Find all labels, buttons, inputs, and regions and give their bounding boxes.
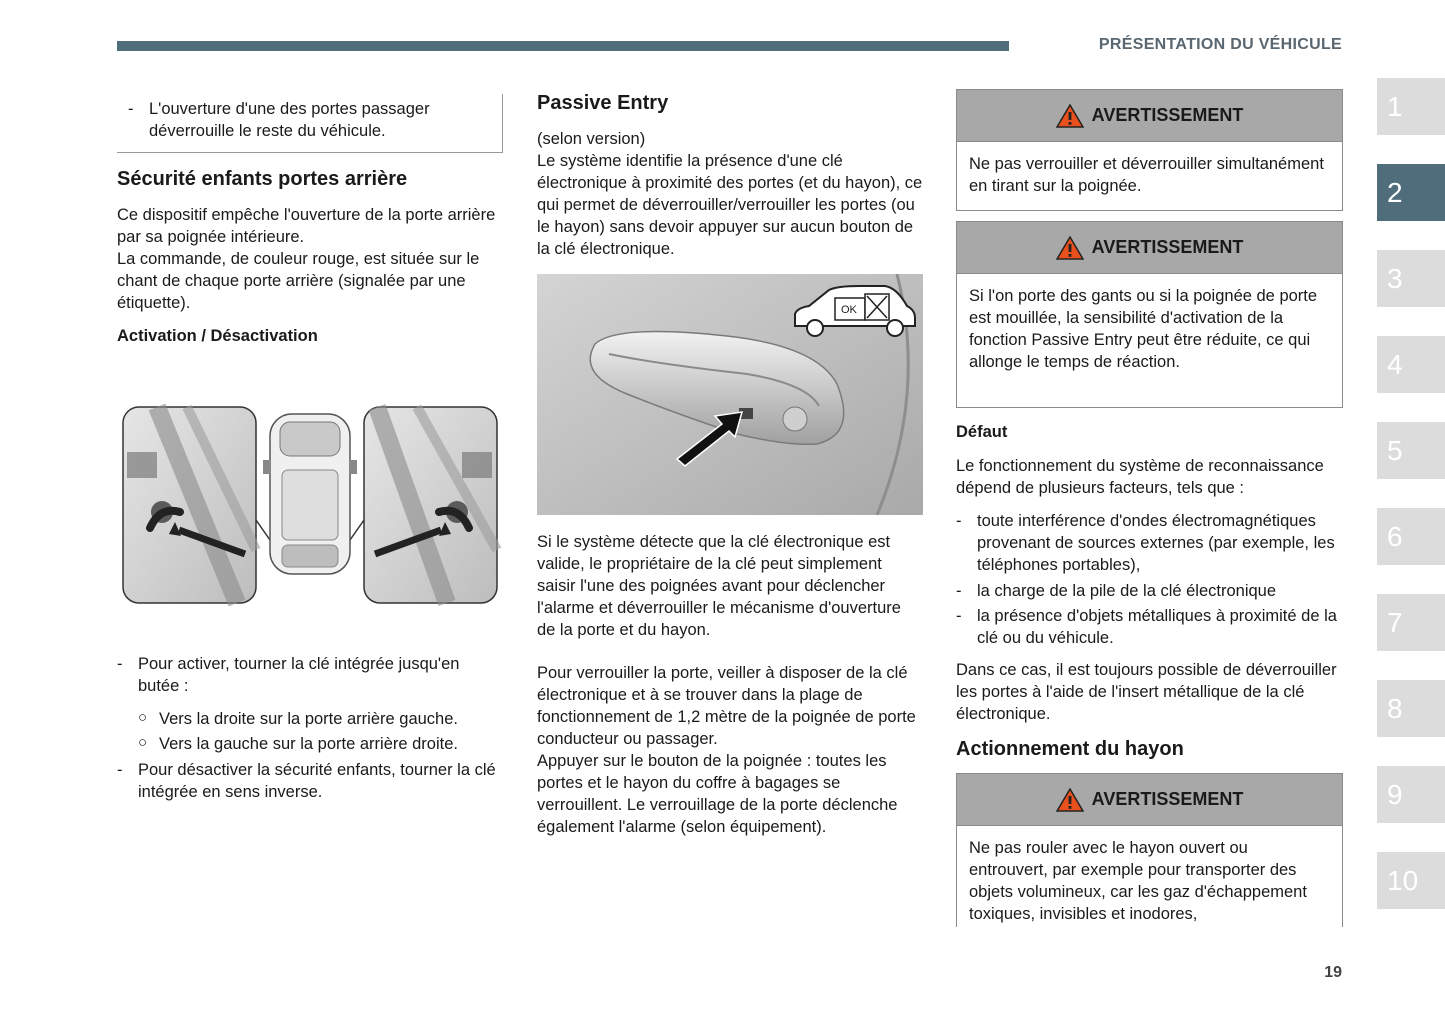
version-note: (selon version)	[537, 130, 646, 148]
warning-header	[957, 222, 1342, 274]
header-rule	[117, 41, 1009, 51]
warning-label: AVERTISSEMENT	[1091, 105, 1244, 125]
factor-3-text: la présence d'objets métalliques à proximité de la clé ou du véhicule.	[977, 607, 1337, 647]
passive-entry-para-2: Pour verrouiller la porte, veiller à disposer de la clé électronique et à se trouver dans la plage de fonctionnement de 1,2 mètre de la poignée de porte conducteur ou passager.	[537, 664, 916, 748]
list-item: - la présence d'objets métalliques à proximité de la clé ou du véhicule.	[956, 607, 1337, 647]
passive-entry-para-3: Appuyer sur le bouton de la poignée : toutes les portes et le hayon du coffre à bagages se verrouillent. Le verrouillage de la porte déclenche également l'alarme (selon équipement).	[537, 752, 898, 836]
warning-box-3	[956, 773, 1343, 927]
warning-text-3: Ne pas rouler avec le hayon ouvert ou entrouvert, par exemple pour transporter des objets volumineux, car les gaz d'échappement toxiques, invisibles et inodores,	[969, 839, 1307, 923]
warning-box-1	[956, 89, 1343, 211]
warning-label: AVERTISSEMENT	[1091, 789, 1244, 809]
chapter-tab-10[interactable]: 10	[1377, 852, 1445, 909]
chapter-tab-3[interactable]: 3	[1377, 250, 1445, 307]
sub-right-text: Vers la droite sur la porte arrière gauche.	[159, 710, 458, 728]
section-title: PRÉSENTATION DU VÉHICULE	[1098, 36, 1342, 53]
list-item: - toute interférence d'ondes électromagnétiques provenant de sources externes (par exemple, les téléphones portables),	[956, 512, 1335, 574]
factor-2-text: la charge de la pile de la clé électronique	[977, 582, 1277, 600]
factor-1-text: toute interférence d'ondes électromagnétiques provenant de sources externes (par exemple, les téléphones portables),	[977, 512, 1335, 574]
warning-header	[957, 774, 1342, 826]
default-heading: Défaut	[956, 423, 1008, 441]
passive-entry-intro: Le système identifie la présence d'une clé électronique à proximité des portes (et du hayon), ce qui permet de déverrouiller/verrouiller les portes (ou le hayon) sans devoir appuyer sur aucun bouton de la clé électronique.	[537, 152, 923, 258]
child-lock-illustration	[117, 400, 503, 610]
tailgate-heading: Actionnement du hayon	[956, 738, 1184, 760]
list-item: - la charge de la pile de la clé électronique	[956, 582, 1277, 600]
list-item: - L'ouverture d'une des portes passager déverrouille le reste du véhicule.	[128, 100, 430, 140]
passive-entry-para-1: Si le système détecte que la clé électronique est valide, le propriétaire de la clé peut simplement saisir l'une des poignées avant pour déclencher l'alarme et déverrouiller le mécanisme d'ouverture de la porte et du hayon.	[537, 533, 901, 639]
list-item: ○ Vers la gauche sur la porte arrière droite.	[138, 734, 458, 753]
default-outro: Dans ce cas, il est toujours possible de déverrouiller les portes à l'aide de l'insert métallique de la clé électronique.	[956, 661, 1337, 723]
chapter-tab-1[interactable]: 1	[1377, 78, 1445, 135]
passive-entry-heading: Passive Entry	[537, 92, 669, 114]
warning-header	[957, 90, 1342, 142]
deactivate-text: Pour désactiver la sécurité enfants, tourner la clé intégrée en sens inverse.	[138, 761, 496, 801]
door-handle-illustration	[537, 274, 923, 515]
ok-badge: OK	[841, 304, 857, 316]
default-intro: Le fonctionnement du système de reconnaissance dépend de plusieurs facteurs, tels que :	[956, 457, 1324, 497]
warning-label: AVERTISSEMENT	[1091, 237, 1244, 257]
warning-text-1: Ne pas verrouiller et déverrouiller simultanément en tirant sur la poignée.	[969, 155, 1324, 195]
child-lock-heading: Sécurité enfants portes arrière	[117, 168, 408, 190]
warning-box-2	[956, 221, 1343, 408]
warning-triangle-icon	[1056, 788, 1084, 812]
sub-left-text: Vers la gauche sur la porte arrière droite.	[159, 735, 458, 753]
chapter-tab-9[interactable]: 9	[1377, 766, 1445, 823]
top-note-text: L'ouverture d'une des portes passager déverrouille le reste du véhicule.	[149, 100, 430, 140]
child-lock-intro-1: Ce dispositif empêche l'ouverture de la porte arrière par sa poignée intérieure.	[117, 206, 496, 246]
warning-text-2: Si l'on porte des gants ou si la poignée de porte est mouillée, la sensibilité d'activation de la fonction Passive Entry peut être réduite, ce qui allonge le temps de réaction.	[969, 287, 1318, 371]
chapter-tab-5[interactable]: 5	[1377, 422, 1445, 479]
activate-text: Pour activer, tourner la clé intégrée jusqu'en butée :	[138, 655, 460, 695]
warning-triangle-icon	[1056, 236, 1084, 260]
warning-triangle-icon	[1056, 104, 1084, 128]
chapter-tab-4[interactable]: 4	[1377, 336, 1445, 393]
list-item: ○ Vers la droite sur la porte arrière gauche.	[138, 709, 458, 728]
chapter-tab-6[interactable]: 6	[1377, 508, 1445, 565]
chapter-tab-7[interactable]: 7	[1377, 594, 1445, 651]
list-item: - Pour activer, tourner la clé intégrée jusqu'en butée :	[117, 655, 460, 695]
activation-subheading: Activation / Désactivation	[117, 327, 318, 345]
child-lock-intro-2: La commande, de couleur rouge, est située sur le chant de chaque porte arrière (signalée par une étiquette).	[117, 250, 480, 312]
page-number: 19	[1324, 964, 1342, 981]
list-item: - Pour désactiver la sécurité enfants, tourner la clé intégrée en sens inverse.	[117, 761, 496, 801]
chapter-tab-2[interactable]: 2	[1377, 164, 1445, 221]
chapter-tab-8[interactable]: 8	[1377, 680, 1445, 737]
